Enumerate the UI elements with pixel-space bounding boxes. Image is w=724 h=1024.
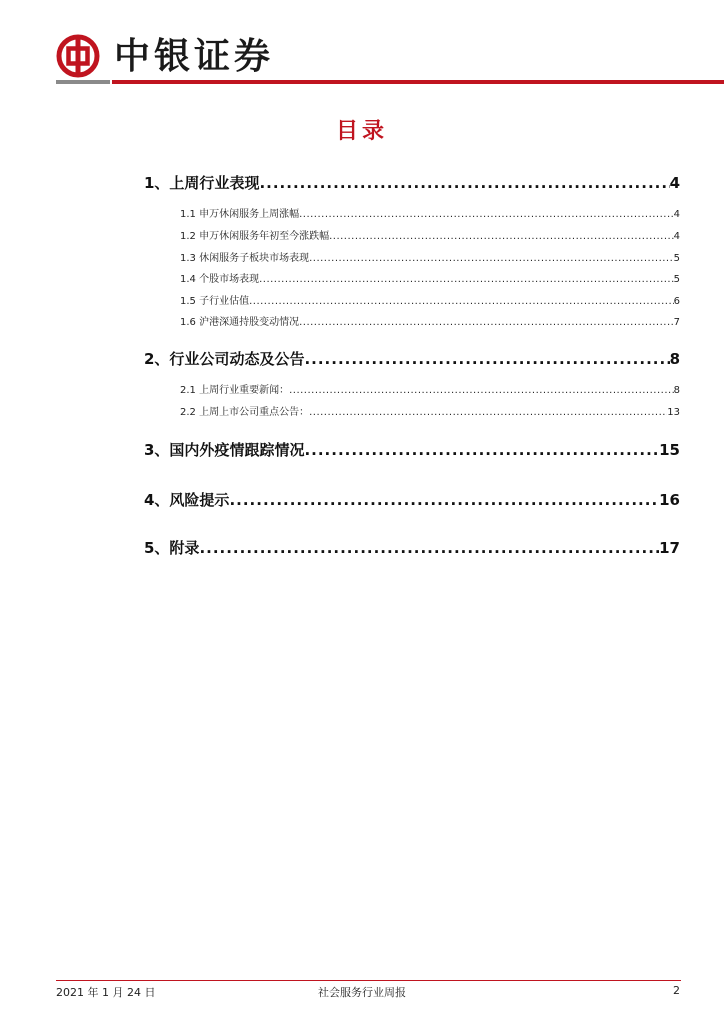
toc-leader	[259, 172, 669, 194]
toc-leader	[329, 229, 674, 245]
toc-entry-page: 16	[659, 491, 680, 509]
toc-entry-page: 6	[673, 296, 680, 307]
footer-page-number: 2	[673, 984, 680, 997]
toc-entry-page: 13	[667, 407, 680, 418]
toc-entry-label: 1.2 申万休闲服务年初至今涨跌幅	[180, 231, 330, 242]
toc-entry-1-6[interactable]	[180, 315, 680, 331]
header-rule-grey	[56, 80, 110, 84]
footer-title: 社会服务行业周报	[318, 986, 406, 999]
toc-entry-label: 1、上周行业表现	[144, 174, 260, 192]
toc-entry-3[interactable]	[144, 439, 680, 461]
toc-title: 目录	[335, 119, 388, 144]
toc-entry-label: 1.3 休闲服务子板块市场表现	[180, 253, 310, 264]
toc-entry-label: 2.1 上周行业重要新闻：	[180, 385, 290, 396]
toc-entry-label: 2.2 上周上市公司重点公告：	[180, 407, 310, 418]
toc-entry-page: 7	[673, 317, 680, 328]
toc-entry-label: 2、行业公司动态及公告	[144, 350, 305, 368]
toc-entry-2[interactable]	[144, 348, 680, 370]
toc-entry-page: 4	[669, 174, 680, 192]
toc-entry-label: 1.6 沪港深通持股变动情况	[180, 317, 300, 328]
toc-entry-1-1[interactable]	[180, 207, 680, 223]
toc-entry-page: 5	[673, 274, 680, 285]
brand-name: 中银证券	[114, 35, 275, 77]
toc-entry-4[interactable]	[144, 489, 680, 511]
toc-leader	[289, 383, 674, 399]
toc-leader	[259, 272, 674, 288]
toc-entry-label: 4、风险提示	[144, 491, 230, 509]
toc-entry-page: 8	[669, 350, 680, 368]
toc-entry-1[interactable]	[144, 172, 680, 194]
toc-entry-page: 4	[673, 209, 680, 220]
toc-entry-label: 1.4 个股市场表现	[180, 274, 260, 285]
toc-leader	[309, 251, 674, 267]
toc-entry-page: 8	[673, 385, 680, 396]
toc-entry-label: 1.5 子行业估值	[180, 296, 250, 307]
toc-entry-1-5[interactable]	[180, 294, 680, 310]
toc-leader	[304, 439, 659, 461]
toc-entry-5[interactable]	[144, 537, 680, 559]
toc-entry-page: 15	[659, 441, 680, 459]
toc-leader	[299, 315, 674, 331]
footer-rule	[56, 980, 681, 981]
toc-entry-2-2[interactable]	[180, 405, 680, 421]
footer-date: 2021 年 1 月 24 日	[56, 986, 156, 999]
toc-entry-page: 4	[673, 231, 680, 242]
toc-entry-1-4[interactable]	[180, 272, 680, 288]
toc-entry-1-2[interactable]	[180, 229, 680, 245]
toc-entry-page: 5	[673, 253, 680, 264]
toc-leader	[199, 537, 659, 559]
toc-entry-page: 17	[659, 539, 680, 557]
toc-entry-label: 5、附录	[144, 539, 200, 557]
toc-entry-1-3[interactable]	[180, 251, 680, 267]
header-rule-red	[112, 80, 724, 84]
toc-leader	[229, 489, 659, 511]
toc-leader	[299, 207, 674, 223]
page-header	[56, 24, 684, 84]
bank-of-china-logo-icon	[56, 34, 100, 78]
toc-entry-label: 3、国内外疫情跟踪情况	[144, 441, 305, 459]
toc-leader	[304, 348, 669, 370]
toc-leader	[249, 294, 674, 310]
toc-leader	[309, 405, 667, 421]
toc-entry-label: 1.1 申万休闲服务上周涨幅	[180, 209, 300, 220]
toc-entry-2-1[interactable]	[180, 383, 680, 399]
